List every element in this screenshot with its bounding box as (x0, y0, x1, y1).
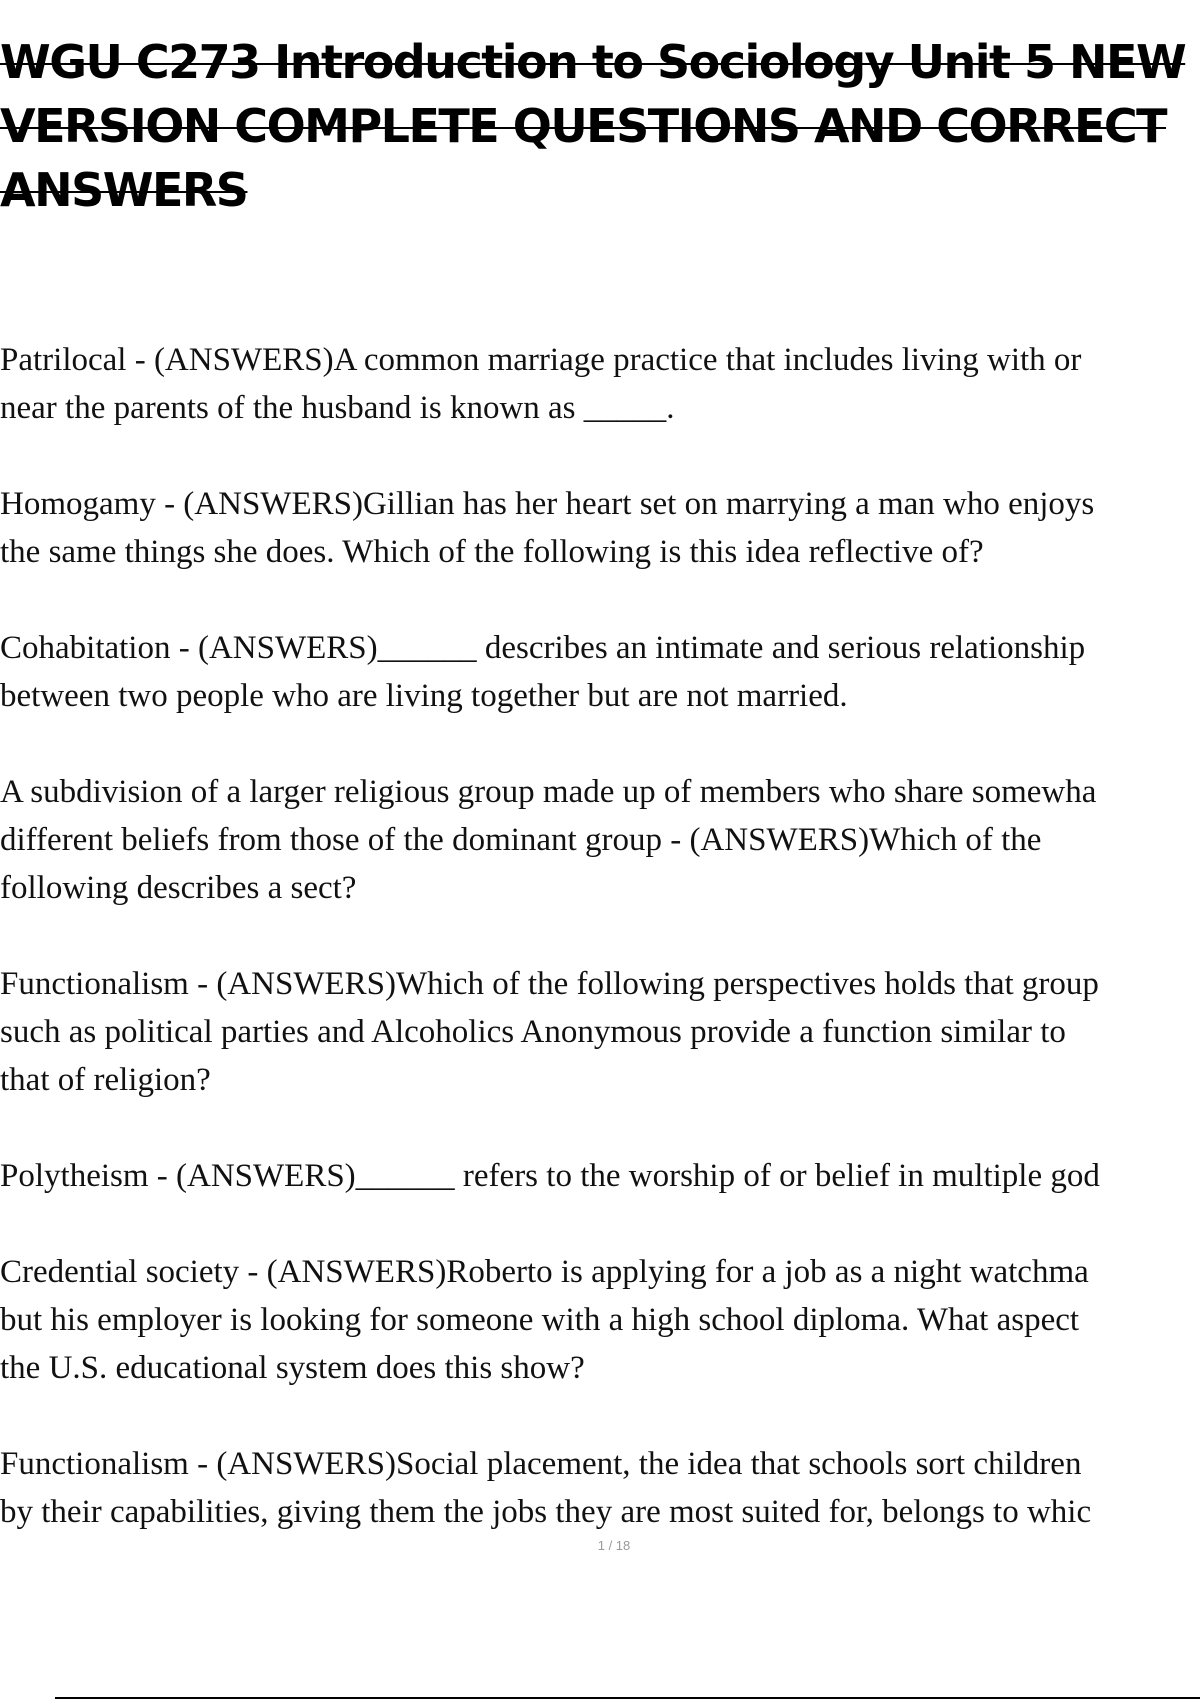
qa-line: the U.S. educational system does this show? (0, 1350, 585, 1386)
qa-line: Functionalism - (ANSWERS)Which of the following perspectives holds that group (0, 966, 1099, 1002)
qa-line: by their capabilities, giving them the jobs they are most suited for, belongs to whic (0, 1494, 1092, 1530)
qa-item (0, 1152, 1200, 1200)
qa-line: but his employer is looking for someone with a high school diploma. What aspect (0, 1302, 1080, 1338)
footer-divider (55, 1697, 1200, 1699)
title-line-1: WGU C273 Introduction to Sociology Unit 5 NEW (0, 35, 1186, 89)
qa-line: such as political parties and Alcoholics Anonymous provide a function similar to (0, 1014, 1066, 1050)
qa-item (0, 768, 1200, 912)
qa-line: between two people who are living together but are not married. (0, 678, 848, 714)
qa-line: Patrilocal - (ANSWERS)A common marriage practice that includes living with or (0, 342, 1082, 378)
qa-line: Homogamy - (ANSWERS)Gillian has her heart set on marrying a man who enjoys (0, 486, 1095, 522)
qa-line: the same things she does. Which of the following is this idea reflective of? (0, 534, 984, 570)
document-title (0, 30, 1200, 222)
qa-item (0, 1440, 1200, 1536)
qa-line: Functionalism - (ANSWERS)Social placement, the idea that schools sort children (0, 1446, 1082, 1482)
title-line-3: ANSWERS (0, 163, 248, 217)
qa-item (0, 960, 1200, 1104)
qa-line: following describes a sect? (0, 870, 357, 906)
qa-item (0, 480, 1200, 576)
qa-list (0, 336, 1200, 1584)
qa-item (0, 336, 1200, 432)
qa-line: A subdivision of a larger religious group made up of members who share somewha (0, 774, 1097, 810)
qa-item (0, 624, 1200, 720)
title-line-2: VERSION COMPLETE QUESTIONS AND CORRECT (0, 99, 1167, 153)
qa-line: Cohabitation - (ANSWERS)______ describes an intimate and serious relationship (0, 630, 1086, 666)
qa-item (0, 1248, 1200, 1392)
qa-line: Polytheism - (ANSWERS)______ refers to the worship of or belief in multiple god (0, 1158, 1100, 1194)
qa-line: Credential society - (ANSWERS)Roberto is applying for a job as a night watchma (0, 1254, 1089, 1290)
qa-line: that of religion? (0, 1062, 211, 1098)
page-number: 1 / 18 (597, 1538, 631, 1553)
qa-line: different beliefs from those of the dominant group - (ANSWERS)Which of the (0, 822, 1042, 858)
qa-line: near the parents of the husband is known as _____. (0, 390, 675, 426)
